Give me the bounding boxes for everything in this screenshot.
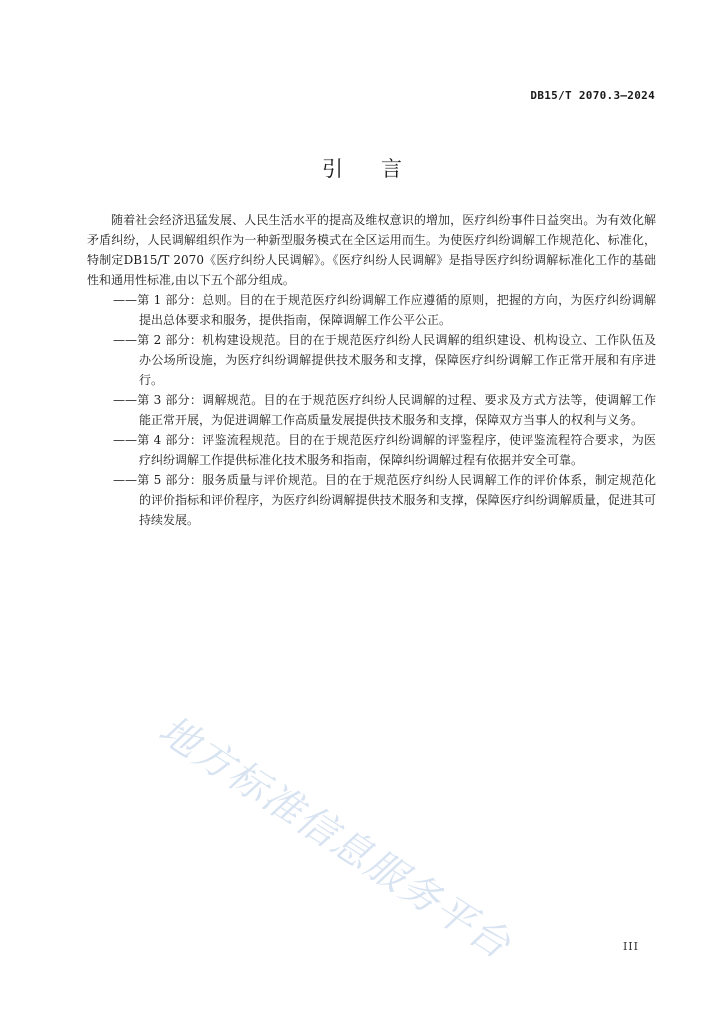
- part-1-text: 总则。目的在于规范医疗纠纷调解工作应遵循的原则，把握的方向，为医疗纠纷调解提出总体要求和服务，提供指南，保障调解工作公平公正。: [139, 293, 656, 327]
- part-5: [87, 470, 656, 530]
- part-5-label: ——第 5 部分：: [113, 473, 203, 487]
- part-2-text: 机构建设规范。目的在于规范医疗纠纷人民调解的组织建设、机构设立、工作队伍及办公场所设施，为医疗纠纷调解提供技术服务和支撑，保障医疗纠纷调解工作正常开展和有序进行。: [139, 333, 656, 387]
- part-3: [87, 390, 656, 430]
- part-1-label: ——第 1 部分：: [113, 293, 203, 307]
- page-number: III: [622, 940, 639, 953]
- watermark: 地方标准信息服务平台: [150, 707, 519, 969]
- part-4: [87, 430, 656, 470]
- page-title: 引言: [322, 157, 440, 181]
- standard-code: DB15/T 2070.3—2024: [530, 89, 655, 102]
- part-5-text: 服务质量与评价规范。目的在于规范医疗纠纷人民调解工作的评价体系，制定规范化的评价指标和评价程序，为医疗纠纷调解提供技术服务和支撑，保障医疗纠纷调解质量，促进其可持续发展。: [139, 473, 656, 527]
- part-3-text: 调解规范。目的在于规范医疗纠纷人民调解的过程、要求及方式方法等，使调解工作能正常开展，为促进调解工作高质量发展提供技术服务和支撑，保障双方当事人的权利与义务。: [139, 393, 656, 427]
- part-3-label: ——第 3 部分：: [113, 393, 203, 407]
- body-content: [87, 210, 656, 530]
- part-1: [87, 290, 656, 330]
- part-4-text: 评鉴流程规范。目的在于规范医疗纠纷调解的评鉴程序，使评鉴流程符合要求，为医疗纠纷调解工作提供标准化技术服务和指南，保障纠纷调解过程有依据并安全可靠。: [139, 433, 656, 467]
- part-4-label: ——第 4 部分：: [113, 433, 203, 447]
- part-2: [87, 330, 656, 390]
- part-2-label: ——第 2 部分：: [113, 333, 203, 347]
- intro-paragraph: 随着社会经济迅猛发展、人民生活水平的提高及维权意识的增加，医疗纠纷事件日益突出。为有效化解矛盾纠纷，人民调解组织作为一种新型服务模式在全区运用而生。为使医疗纠纷调解工作规范化、标准化，特制定DB15/T 2070《医疗纠纷人民调解》。《医疗纠纷人民调解》是指导医疗纠纷调解标准化工作的基础性和通用性标准,由以下五个部分组成。: [87, 213, 656, 287]
